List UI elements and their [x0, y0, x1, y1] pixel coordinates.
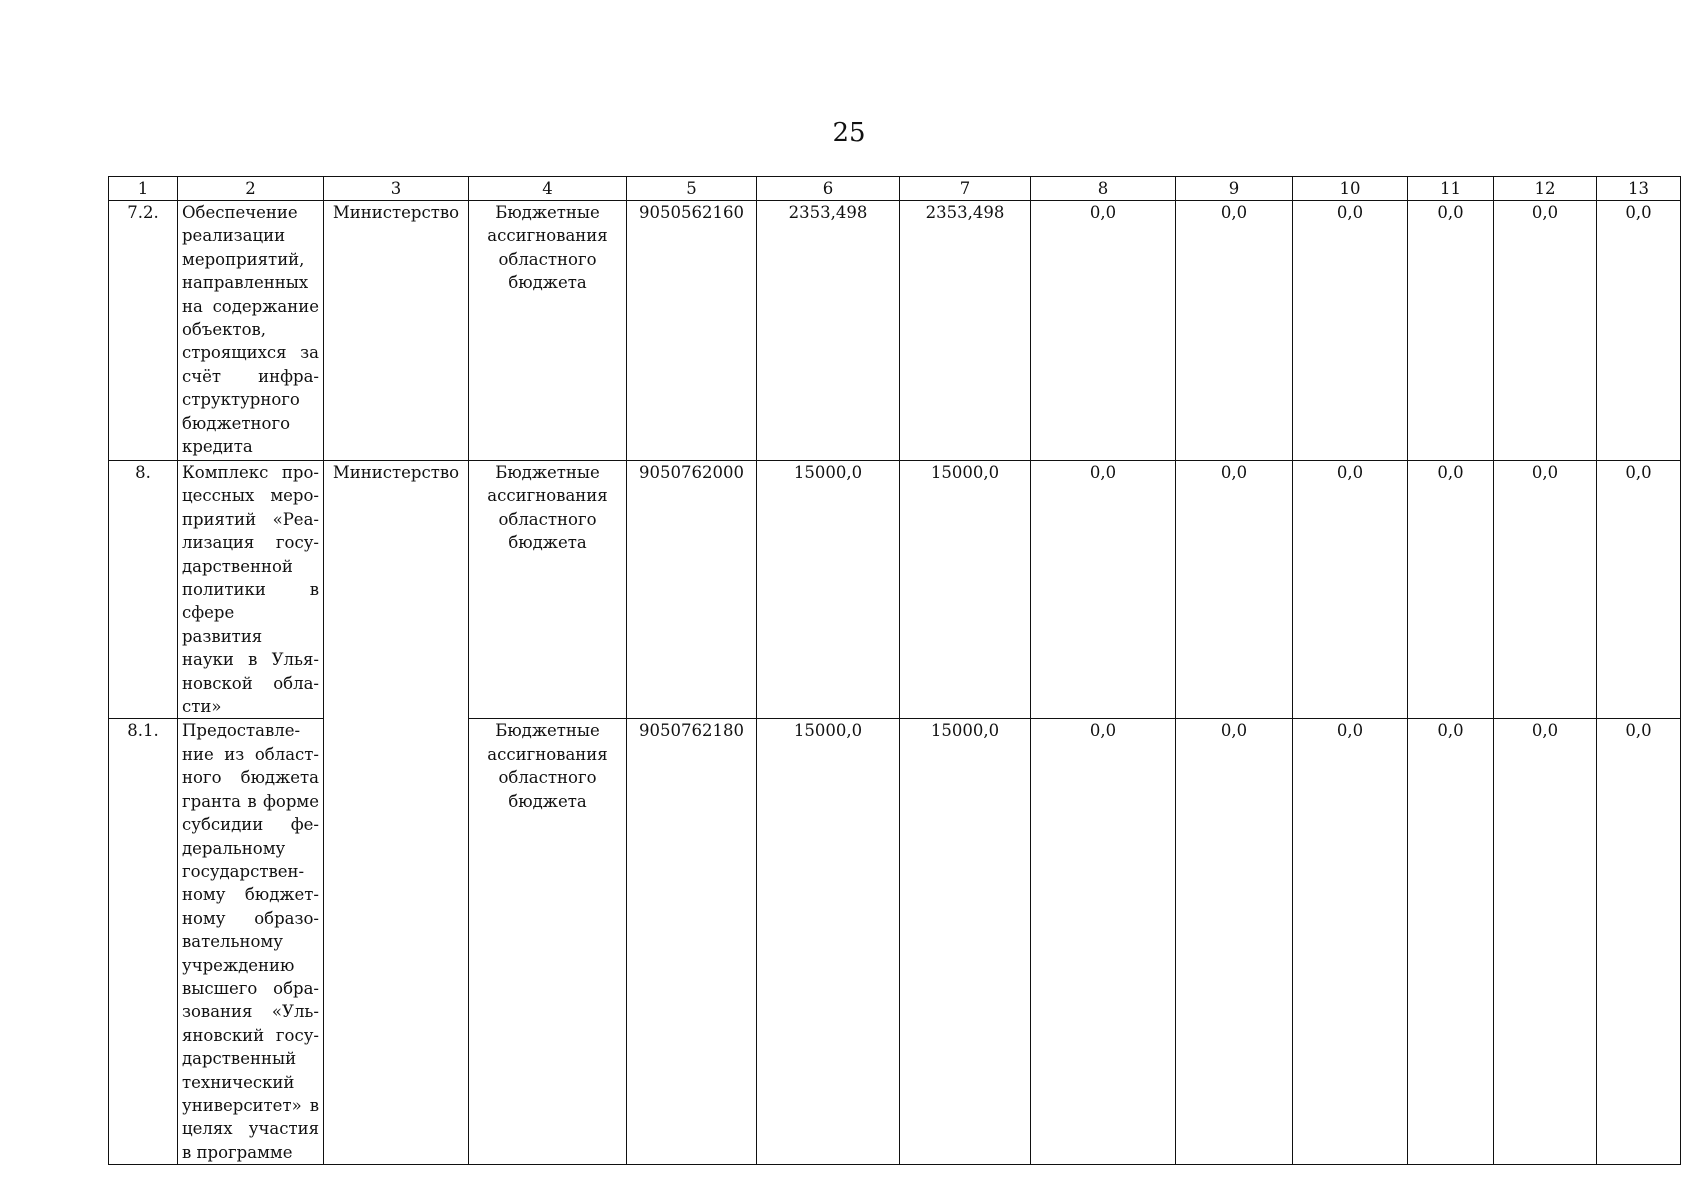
- header-cell: 8: [1031, 177, 1176, 201]
- header-cell: 10: [1293, 177, 1408, 201]
- budget-code-cell: 9050762180: [627, 719, 757, 1165]
- value-cell: 2353,498: [900, 201, 1031, 461]
- header-cell: 5: [627, 177, 757, 201]
- header-cell: 6: [757, 177, 900, 201]
- row-number: 8.: [109, 461, 178, 719]
- value-cell: 15000,0: [900, 719, 1031, 1165]
- header-cell: 11: [1408, 177, 1494, 201]
- value-cell: 0,0: [1293, 201, 1408, 461]
- value-cell: 0,0: [1494, 461, 1597, 719]
- executor-cell: Министерство: [324, 461, 469, 1165]
- table-row: [109, 461, 1681, 719]
- measure-name: Обеспечение реализации мероприятий, направленных на содержание объектов, строящихся за счёт инфра- структурного бюджетного кредита: [178, 201, 324, 461]
- value-cell: 0,0: [1597, 201, 1681, 461]
- value-cell: 0,0: [1408, 719, 1494, 1165]
- value-cell: 15000,0: [900, 461, 1031, 719]
- budget-table: [108, 176, 1681, 1165]
- header-cell: 2: [178, 177, 324, 201]
- table-row: [109, 201, 1681, 461]
- table-header-row: [109, 177, 1681, 201]
- value-cell: 0,0: [1031, 201, 1176, 461]
- header-cell: 3: [324, 177, 469, 201]
- total-value-cell: 15000,0: [757, 461, 900, 719]
- value-cell: 0,0: [1176, 719, 1293, 1165]
- value-cell: 0,0: [1176, 461, 1293, 719]
- value-cell: 0,0: [1031, 461, 1176, 719]
- measure-name: Предоставле- ние из област- ного бюджета гранта в форме субсидии фе- деральному государствен- ному бюджет- ному образо- вательному учреждению высшего обра- зования «Уль- яновский госу- дарственный технический университет» в целях участия в программе: [178, 719, 324, 1165]
- total-value-cell: 2353,498: [757, 201, 900, 461]
- value-cell: 0,0: [1597, 461, 1681, 719]
- budget-code-cell: 9050762000: [627, 461, 757, 719]
- total-value-cell: 15000,0: [757, 719, 900, 1165]
- page-number: 25: [832, 118, 866, 148]
- header-cell: 12: [1494, 177, 1597, 201]
- value-cell: 0,0: [1293, 719, 1408, 1165]
- funding-source-cell: Бюджетные ассигнования областного бюджета: [469, 201, 627, 461]
- header-cell: 1: [109, 177, 178, 201]
- value-cell: 0,0: [1494, 201, 1597, 461]
- executor-cell: Министерство: [324, 201, 469, 461]
- header-cell: 13: [1597, 177, 1681, 201]
- funding-source-cell: Бюджетные ассигнования областного бюджета: [469, 461, 627, 719]
- value-cell: 0,0: [1408, 461, 1494, 719]
- measure-name: Комплекс про- цессных меро- приятий «Реа- лизация госу- дарственной политики в сфере развития науки в Улья- новской обла- сти»: [178, 461, 324, 719]
- header-cell: 9: [1176, 177, 1293, 201]
- value-cell: 0,0: [1031, 719, 1176, 1165]
- budget-code-cell: 9050562160: [627, 201, 757, 461]
- funding-source-cell: Бюджетные ассигнования областного бюджета: [469, 719, 627, 1165]
- value-cell: 0,0: [1176, 201, 1293, 461]
- row-number: 8.1.: [109, 719, 178, 1165]
- value-cell: 0,0: [1408, 201, 1494, 461]
- value-cell: 0,0: [1293, 461, 1408, 719]
- row-number: 7.2.: [109, 201, 178, 461]
- header-cell: 4: [469, 177, 627, 201]
- value-cell: 0,0: [1597, 719, 1681, 1165]
- value-cell: 0,0: [1494, 719, 1597, 1165]
- header-cell: 7: [900, 177, 1031, 201]
